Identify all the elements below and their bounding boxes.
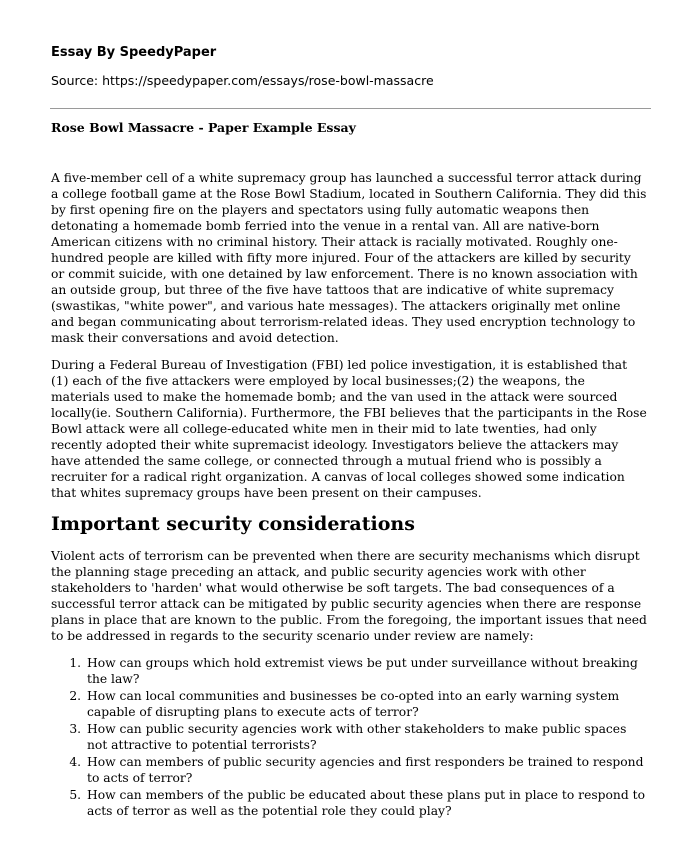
section-heading: Important security considerations bbox=[51, 513, 415, 535]
page-header bbox=[51, 44, 651, 90]
source-line: Source: https://speedypaper.com/essays/rose-bowl-massacre bbox=[51, 73, 434, 88]
body-paragraph: During a Federal Bureau of Investigation (FBI) led police investigation, it is established that (1) each of the five attackers were employed by local businesses;(2) the weapons, the materials used to make the homemade bomb; and the van used in the attack were sourced locally(ie. Southern California). Furthermore, the FBI believes that the participants in the Rose Bowl attack were all college-educated white men in their mid to late twenties, had only recently adopted their white supremacist ideology. Investigators believe the attackers may have attended the same college, or connected through a mutual friend who is possibly a recruiter for a radical right organization. A canvas of local colleges showed some indication that whites supremacy groups have been present on their campuses. bbox=[51, 358, 647, 500]
list-item: 5. How can members of the public be educated about these plans put in place to respond to acts of terror as well as the potential role they could play? bbox=[85, 787, 647, 819]
header-divider bbox=[50, 108, 651, 109]
list-item: 1. How can groups which hold extremist views be put under surveillance without breaking the law? bbox=[85, 655, 647, 687]
list-item: 2. How can local communities and businesses be co-opted into an early warning system capable of disrupting plans to execute acts of terror? bbox=[85, 688, 647, 720]
essay-title: Rose Bowl Massacre - Paper Example Essay bbox=[51, 120, 356, 135]
body-paragraph: A five-member cell of a white supremacy group has launched a successful terror attack during a college football game at the Rose Bowl Stadium, located in Southern California. They did this by first opening fire on the players and spectators using fully automatic weapons then detonating a homemade bomb ferried into the venue in a rental van. All are native-born American citizens with no criminal history. Their attack is racially motivated. Roughly one-hundred people are killed with fifty more injured. Four of the attackers are killed by security or commit suicide, with one detained by law enforcement. There is no known association with an outside group, but three of the five have tattoos that are indicative of white supremacy (swastikas, "white power", and various hate messages). The attackers originally met online and began communicating about terrorism-related ideas. They used encryption technology to mask their conversations and avoid detection. bbox=[51, 171, 647, 345]
essay-body bbox=[51, 170, 647, 820]
section-paragraph: Violent acts of terrorism can be prevented when there are security mechanisms which disrupt the planning stage preceding an attack, and public security agencies work with other stakeholders to 'harden' what would otherwise be soft targets. The bad consequences of a successful terror attack can be mitigated by public security agencies when there are response plans in place that are known to the public. From the foregoing, the important issues that need to be addressed in regards to the security scenario under review are namely: bbox=[51, 549, 647, 643]
list-item: 4. How can members of public security agencies and first responders be trained to respond to acts of terror? bbox=[85, 754, 647, 786]
brand-title: Essay By SpeedyPaper bbox=[51, 45, 217, 60]
list-item: 3. How can public security agencies work with other stakeholders to make public spaces not attractive to potential terrorists? bbox=[85, 721, 647, 753]
considerations-list bbox=[51, 655, 647, 819]
